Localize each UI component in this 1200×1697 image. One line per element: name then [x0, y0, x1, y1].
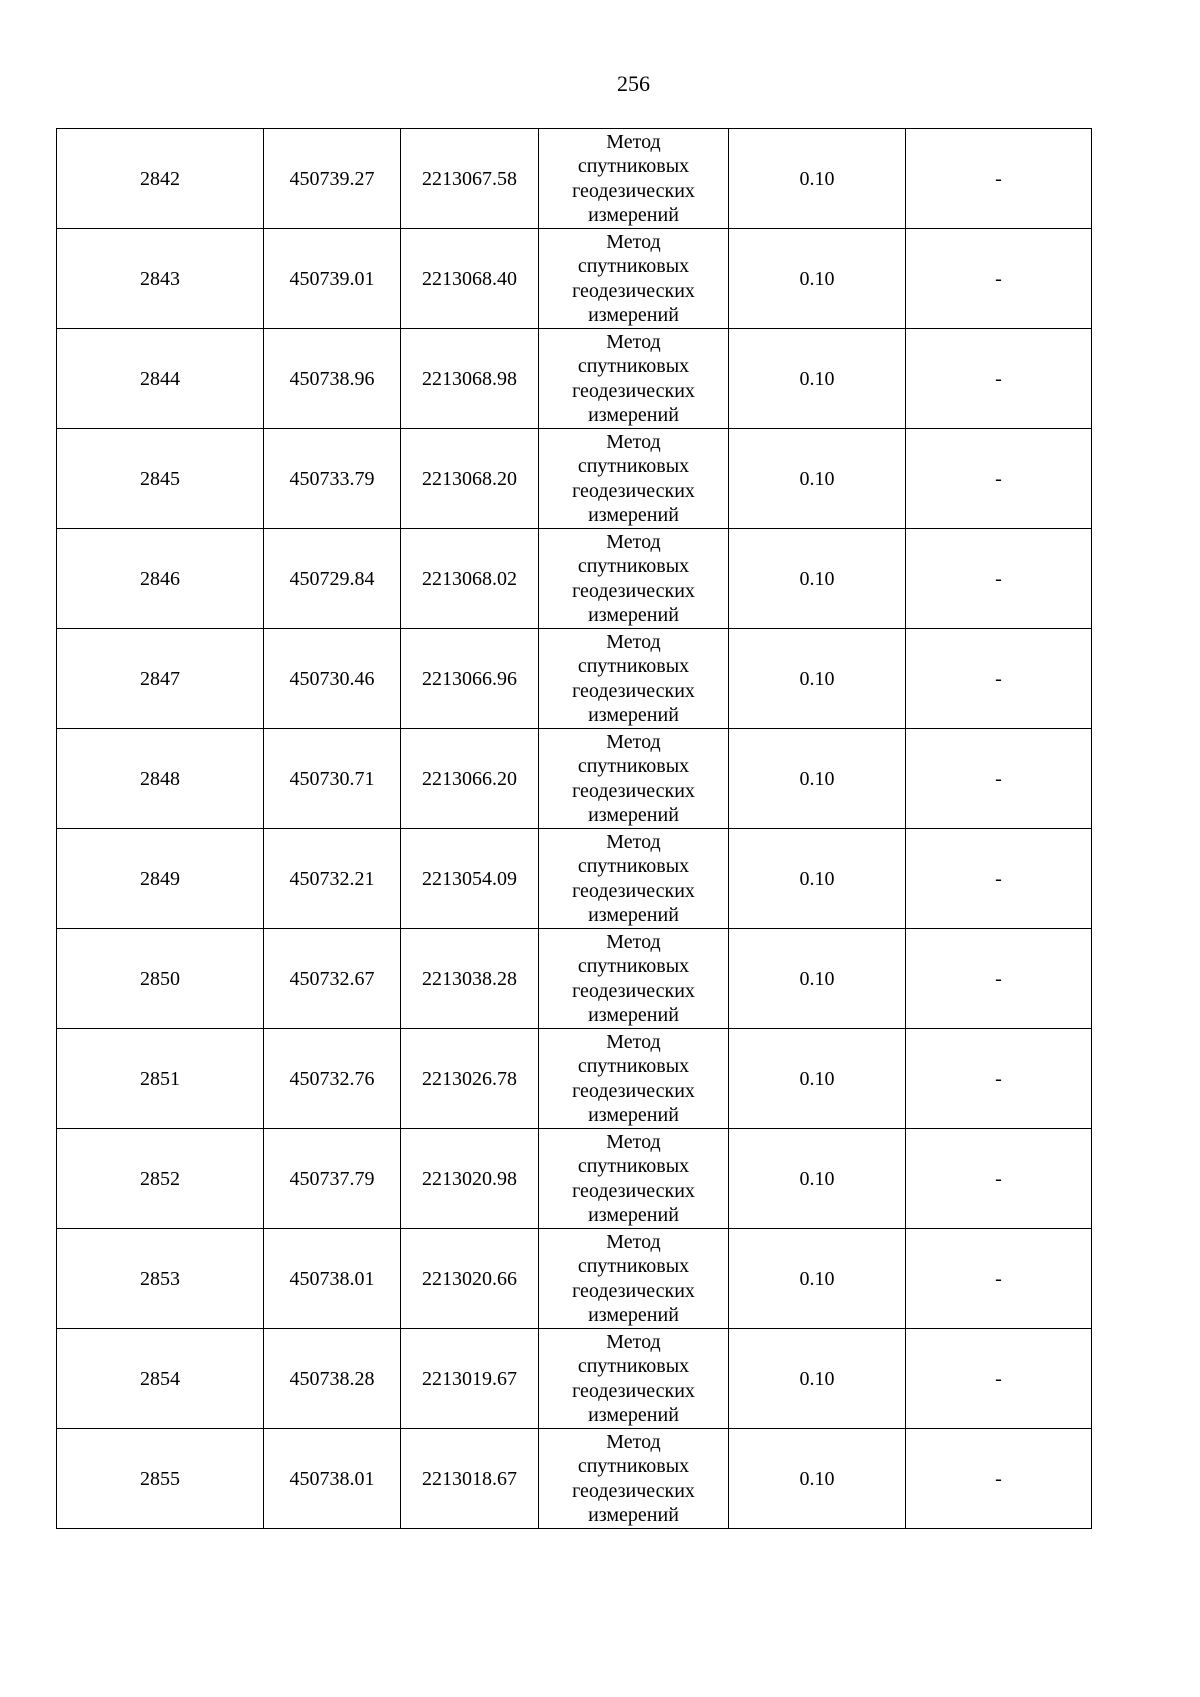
accuracy-cell: 0.10: [729, 1029, 906, 1129]
method-cell: [539, 629, 729, 729]
point-number-cell: 2850: [57, 929, 264, 1029]
method-line: измерений: [588, 904, 679, 926]
method-line: спутниковых: [577, 355, 690, 377]
method-line: спутниковых: [577, 455, 690, 477]
note-cell: -: [906, 729, 1092, 829]
method-line: спутниковых: [577, 755, 690, 777]
method-line: измерений: [588, 204, 679, 226]
point-number-cell: 2842: [57, 129, 264, 229]
y-coordinate-cell: 2213067.58: [401, 129, 539, 229]
method-line: Метод: [606, 230, 661, 253]
coordinates-table-body: [57, 129, 1092, 1529]
x-coordinate-cell: 450729.84: [264, 529, 401, 629]
y-coordinate-cell: 2213026.78: [401, 1029, 539, 1129]
method-line: измерений: [588, 1204, 679, 1226]
x-coordinate-cell: 450738.28: [264, 1329, 401, 1429]
accuracy-cell: 0.10: [729, 629, 906, 729]
method-line: измерений: [588, 1004, 679, 1026]
table-row: [57, 929, 1092, 1029]
x-coordinate-cell: 450732.21: [264, 829, 401, 929]
method-line: спутниковых: [577, 855, 690, 877]
method-line: геодезических: [572, 1079, 695, 1102]
note-cell: -: [906, 429, 1092, 529]
method-line: Метод: [606, 330, 661, 353]
method-line: геодезических: [572, 979, 695, 1002]
x-coordinate-cell: 450739.27: [264, 129, 401, 229]
method-cell: [539, 229, 729, 329]
table-row: [57, 1229, 1092, 1329]
method-line: геодезических: [572, 579, 695, 602]
point-number-cell: 2847: [57, 629, 264, 729]
point-number-cell: 2853: [57, 1229, 264, 1329]
method-cell: [539, 129, 729, 229]
accuracy-cell: 0.10: [729, 829, 906, 929]
method-cell: [539, 329, 729, 429]
x-coordinate-cell: 450732.76: [264, 1029, 401, 1129]
x-coordinate-cell: 450738.01: [264, 1229, 401, 1329]
method-line: измерений: [588, 804, 679, 826]
y-coordinate-cell: 2213068.02: [401, 529, 539, 629]
note-cell: -: [906, 1329, 1092, 1429]
x-coordinate-cell: 450737.79: [264, 1129, 401, 1229]
method-line: спутниковых: [577, 1055, 690, 1077]
method-line: измерений: [588, 504, 679, 526]
point-number-cell: 2843: [57, 229, 264, 329]
method-line: Метод: [606, 730, 661, 753]
y-coordinate-cell: 2213066.96: [401, 629, 539, 729]
method-cell: [539, 929, 729, 1029]
method-cell: [539, 1129, 729, 1229]
accuracy-cell: 0.10: [729, 1129, 906, 1229]
x-coordinate-cell: 450738.96: [264, 329, 401, 429]
table-row: [57, 329, 1092, 429]
y-coordinate-cell: 2213018.67: [401, 1429, 539, 1529]
accuracy-cell: 0.10: [729, 1229, 906, 1329]
method-line: Метод: [606, 1430, 661, 1453]
method-line: геодезических: [572, 1479, 695, 1502]
x-coordinate-cell: 450730.46: [264, 629, 401, 729]
accuracy-cell: 0.10: [729, 1329, 906, 1429]
point-number-cell: 2852: [57, 1129, 264, 1229]
note-cell: -: [906, 329, 1092, 429]
note-cell: -: [906, 1229, 1092, 1329]
method-cell: [539, 1229, 729, 1329]
x-coordinate-cell: 450739.01: [264, 229, 401, 329]
method-line: геодезических: [572, 179, 695, 202]
note-cell: -: [906, 129, 1092, 229]
note-cell: -: [906, 229, 1092, 329]
point-number-cell: 2848: [57, 729, 264, 829]
table-row: [57, 629, 1092, 729]
method-line: измерений: [588, 704, 679, 726]
y-coordinate-cell: 2213038.28: [401, 929, 539, 1029]
note-cell: -: [906, 829, 1092, 929]
method-line: Метод: [606, 1330, 661, 1353]
method-line: Метод: [606, 1130, 661, 1153]
method-line: измерений: [588, 1304, 679, 1326]
method-line: измерений: [588, 604, 679, 626]
method-line: измерений: [588, 1104, 679, 1126]
method-cell: [539, 729, 729, 829]
point-number-cell: 2849: [57, 829, 264, 929]
method-line: спутниковых: [577, 255, 690, 277]
note-cell: -: [906, 629, 1092, 729]
method-cell: [539, 529, 729, 629]
method-line: геодезических: [572, 1379, 695, 1402]
accuracy-cell: 0.10: [729, 929, 906, 1029]
method-line: Метод: [606, 530, 661, 553]
method-cell: [539, 1429, 729, 1529]
method-line: спутниковых: [577, 1255, 690, 1277]
method-line: геодезических: [572, 1279, 695, 1302]
y-coordinate-cell: 2213068.98: [401, 329, 539, 429]
table-row: [57, 529, 1092, 629]
method-line: Метод: [606, 430, 661, 453]
table-row: [57, 1129, 1092, 1229]
accuracy-cell: 0.10: [729, 429, 906, 529]
note-cell: -: [906, 529, 1092, 629]
method-line: спутниковых: [577, 555, 690, 577]
method-line: спутниковых: [577, 1455, 690, 1477]
method-line: измерений: [588, 304, 679, 326]
x-coordinate-cell: 450730.71: [264, 729, 401, 829]
point-number-cell: 2851: [57, 1029, 264, 1129]
point-number-cell: 2844: [57, 329, 264, 429]
table-row: [57, 129, 1092, 229]
method-line: спутниковых: [577, 1355, 690, 1377]
method-line: Метод: [606, 130, 661, 153]
accuracy-cell: 0.10: [729, 1429, 906, 1529]
method-line: Метод: [606, 1030, 661, 1053]
accuracy-cell: 0.10: [729, 129, 906, 229]
method-line: измерений: [588, 404, 679, 426]
method-cell: [539, 829, 729, 929]
method-line: спутниковых: [577, 955, 690, 977]
method-line: геодезических: [572, 679, 695, 702]
method-line: измерений: [588, 1504, 679, 1526]
point-number-cell: 2845: [57, 429, 264, 529]
y-coordinate-cell: 2213054.09: [401, 829, 539, 929]
point-number-cell: 2855: [57, 1429, 264, 1529]
method-line: геодезических: [572, 879, 695, 902]
page-number: 256: [617, 71, 650, 96]
y-coordinate-cell: 2213068.40: [401, 229, 539, 329]
y-coordinate-cell: 2213020.66: [401, 1229, 539, 1329]
y-coordinate-cell: 2213068.20: [401, 429, 539, 529]
method-line: геодезических: [572, 279, 695, 302]
method-line: геодезических: [572, 779, 695, 802]
y-coordinate-cell: 2213066.20: [401, 729, 539, 829]
x-coordinate-cell: 450732.67: [264, 929, 401, 1029]
y-coordinate-cell: 2213020.98: [401, 1129, 539, 1229]
table-row: [57, 1429, 1092, 1529]
table-row: [57, 829, 1092, 929]
accuracy-cell: 0.10: [729, 229, 906, 329]
note-cell: -: [906, 1429, 1092, 1529]
note-cell: -: [906, 1129, 1092, 1229]
table-row: [57, 429, 1092, 529]
y-coordinate-cell: 2213019.67: [401, 1329, 539, 1429]
table-row: [57, 229, 1092, 329]
accuracy-cell: 0.10: [729, 329, 906, 429]
table-row: [57, 1029, 1092, 1129]
point-number-cell: 2854: [57, 1329, 264, 1429]
method-line: измерений: [588, 1404, 679, 1426]
table-row: [57, 1329, 1092, 1429]
method-line: спутниковых: [577, 655, 690, 677]
note-cell: -: [906, 929, 1092, 1029]
coordinates-table: [56, 128, 1092, 1529]
method-line: Метод: [606, 930, 661, 953]
note-cell: -: [906, 1029, 1092, 1129]
table-row: [57, 729, 1092, 829]
method-cell: [539, 429, 729, 529]
method-line: спутниковых: [577, 1155, 690, 1177]
method-cell: [539, 1029, 729, 1129]
accuracy-cell: 0.10: [729, 529, 906, 629]
method-line: Метод: [606, 830, 661, 853]
method-line: Метод: [606, 1230, 661, 1253]
method-cell: [539, 1329, 729, 1429]
x-coordinate-cell: 450738.01: [264, 1429, 401, 1529]
method-line: геодезических: [572, 379, 695, 402]
point-number-cell: 2846: [57, 529, 264, 629]
accuracy-cell: 0.10: [729, 729, 906, 829]
method-line: спутниковых: [577, 155, 690, 177]
method-line: геодезических: [572, 1179, 695, 1202]
method-line: геодезических: [572, 479, 695, 502]
method-line: Метод: [606, 630, 661, 653]
x-coordinate-cell: 450733.79: [264, 429, 401, 529]
